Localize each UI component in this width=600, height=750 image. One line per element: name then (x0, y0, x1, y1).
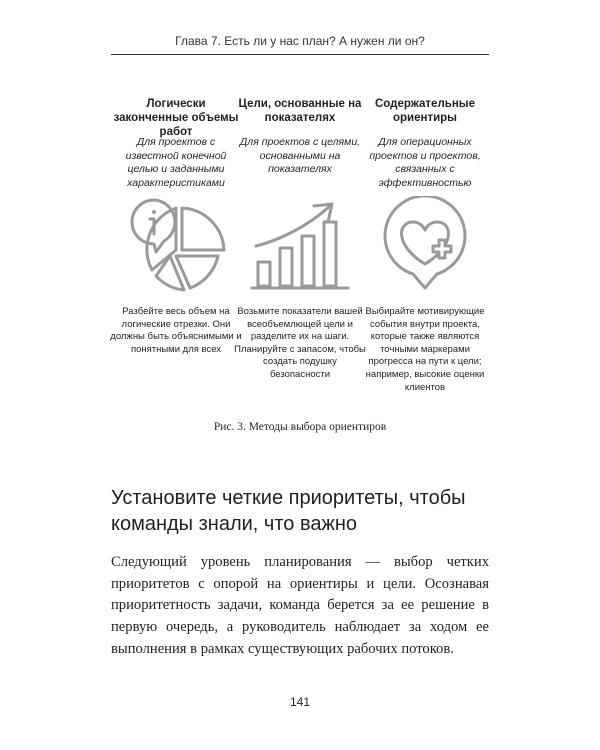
column-subtitle: Для проектов с целями, основанными на показателях (239, 136, 361, 175)
header-rule (111, 54, 489, 55)
column-title: Цели, основанные на показателях (238, 98, 362, 124)
info-pie-chart-icon (126, 196, 226, 292)
running-header: Глава 7. Есть ли у нас план? А нужен ли он? (175, 34, 425, 48)
column-subtitle: Для проектов с известной конечной целью и заданными характеристиками (125, 136, 227, 189)
body-paragraph: Следующий уровень планирования — выбор четких приоритетов с опорой на ориентиры и цели. Осознавая приоритетность задачи, команда берется за ее решение в первую очередь, а руководитель наблюдает за ходом ее выполнения в рамках существующих рабочих потоков. (111, 554, 489, 657)
page-number: 141 (289, 695, 311, 709)
heart-plus-pin-icon (375, 196, 475, 292)
column-description: Выбирайте мотивирующие события внутри проекта, которые также являются точными маркерами прогресса на пути к цели; например, высокие оценки клиентов (365, 306, 485, 393)
column-subtitle: Для операционных проектов и проектов, связанных с эффективностью (369, 136, 481, 189)
growth-bar-chart-icon (250, 196, 350, 292)
figure-caption: Рис. 3. Методы выбора ориентиров (213, 421, 387, 433)
column-title: Содержательные ориентиры (374, 98, 475, 124)
column-title: Логически законченные объемы работ (113, 98, 239, 138)
column-description: Возьмите показатели вашей всеобъемлющей цели и разделите их на шаги. Планируйте с запасом, чтобы создать подушку безопасности (234, 306, 366, 380)
column-description: Разбейте весь объем на логические отрезки. Они должны быть объяснимыми и понятными для всех (110, 306, 242, 355)
section-heading: Установите четкие приоритеты, чтобы команды знали, что важно (111, 487, 466, 535)
